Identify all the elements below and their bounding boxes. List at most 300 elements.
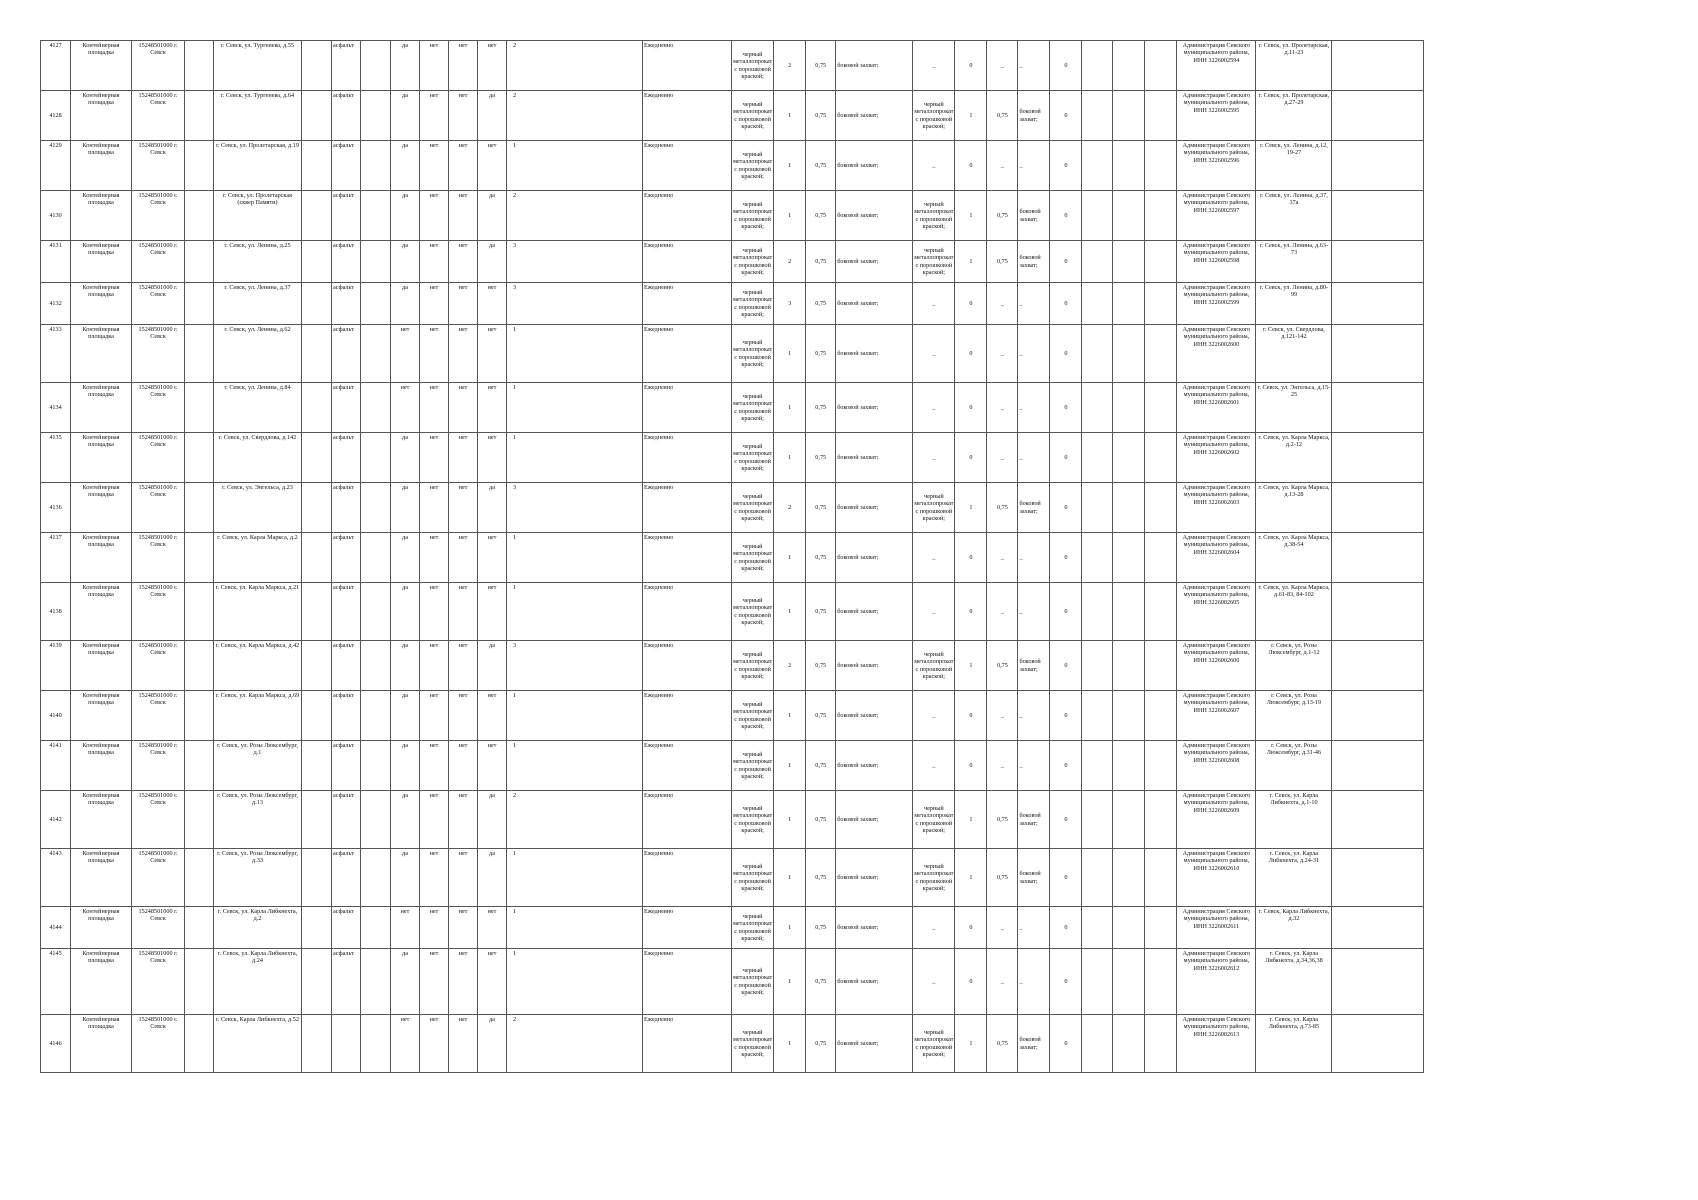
flag-2: нет: [420, 41, 449, 91]
empty-cell: [185, 691, 214, 741]
planned-container-material: _: [913, 325, 955, 383]
oktmo-code: 15248501000 г. Севск: [132, 241, 185, 283]
site-type: Контейнерная площадка: [71, 949, 132, 1015]
surface-cover: асфальт: [332, 949, 361, 1015]
empty-cell: [302, 741, 332, 791]
container-quantity: 1: [774, 791, 806, 849]
container-material: черный металлопрокат с порошковой краской;: [732, 41, 774, 91]
container-count: 1: [507, 433, 643, 483]
container-loading-type: боковой захват;: [836, 241, 913, 283]
surface-cover: асфальт: [332, 533, 361, 583]
planned-container-material: черный металлопрокат с порошковой краской;: [913, 91, 955, 141]
oktmo-code: 15248501000 г. Севск: [132, 283, 185, 325]
site-type: Контейнерная площадка: [71, 791, 132, 849]
empty-cell: [1113, 383, 1145, 433]
registry-table: [40, 40, 1424, 1073]
surface-cover: асфальт: [332, 791, 361, 849]
empty-cell: [1082, 41, 1113, 91]
collection-schedule: Ежедневно: [643, 691, 732, 741]
table-row: [41, 907, 1424, 949]
empty-cell: [1145, 691, 1177, 741]
empty-cell: [185, 791, 214, 849]
empty-cell: [185, 283, 214, 325]
planned-container-volume: _: [987, 691, 1018, 741]
flag-4: да: [478, 91, 507, 141]
collection-schedule: Ежедневно: [643, 41, 732, 91]
container-quantity: 1: [774, 907, 806, 949]
surface-cover: асфальт: [332, 141, 361, 191]
flag-1: да: [391, 283, 420, 325]
container-volume: 0,75: [806, 41, 836, 91]
container-quantity: 1: [774, 691, 806, 741]
empty-cell: [185, 741, 214, 791]
empty-cell: [1145, 91, 1177, 141]
planned-container-loading-type: боковой захват;: [1018, 641, 1050, 691]
empty-cell: [361, 691, 391, 741]
empty-cell: [302, 583, 332, 641]
empty-cell: [1113, 91, 1145, 141]
flag-2: нет: [420, 91, 449, 141]
planned-container-quantity: 1: [955, 849, 987, 907]
empty-cell: [1145, 641, 1177, 691]
empty-cell: [302, 641, 332, 691]
site-address: г. Севск, Карла Либкнехта, д.52: [214, 1015, 302, 1073]
flag-1: да: [391, 691, 420, 741]
registry-rows: [41, 41, 1424, 1073]
empty-cell: [185, 191, 214, 241]
site-type: Контейнерная площадка: [71, 533, 132, 583]
flag-2: нет: [420, 325, 449, 383]
flag-3: нет: [449, 907, 478, 949]
site-address: г. Севск, ул. Свердлова, д.142: [214, 433, 302, 483]
planned-container-material: _: [913, 433, 955, 483]
flag-1: да: [391, 949, 420, 1015]
empty-cell: [1145, 907, 1177, 949]
empty-cell: [1332, 141, 1424, 191]
waste-sources: г. Севск, ул. Карла Либкнехта, д.73-85: [1256, 1015, 1332, 1073]
table-row: [41, 691, 1424, 741]
container-quantity: 1: [774, 383, 806, 433]
empty-cell: [1113, 1015, 1145, 1073]
table-row: [41, 583, 1424, 641]
site-type: Контейнерная площадка: [71, 691, 132, 741]
bunker-count: 0: [1050, 641, 1082, 691]
container-quantity: 1: [774, 949, 806, 1015]
owner-info: Администрация Севского муниципального района, ИНН 3226002612: [1177, 949, 1256, 1015]
surface-cover: асфальт: [332, 583, 361, 641]
empty-cell: [1332, 949, 1424, 1015]
flag-3: нет: [449, 141, 478, 191]
planned-container-material: _: [913, 583, 955, 641]
waste-sources: г. Севск, ул. Карла Либкнехта, д.34,36,38: [1256, 949, 1332, 1015]
container-count: 3: [507, 483, 643, 533]
empty-cell: [1113, 583, 1145, 641]
planned-container-volume: 0,75: [987, 241, 1018, 283]
owner-info: Администрация Севского муниципального района, ИНН 3226002604: [1177, 533, 1256, 583]
site-type: Контейнерная площадка: [71, 283, 132, 325]
empty-cell: [302, 533, 332, 583]
surface-cover: асфальт: [332, 191, 361, 241]
collection-schedule: Ежедневно: [643, 741, 732, 791]
empty-cell: [361, 483, 391, 533]
container-volume: 0,75: [806, 191, 836, 241]
empty-cell: [1145, 325, 1177, 383]
flag-4: нет: [478, 141, 507, 191]
site-type: Контейнерная площадка: [71, 741, 132, 791]
empty-cell: [1082, 1015, 1113, 1073]
planned-container-quantity: 0: [955, 283, 987, 325]
bunker-count: 0: [1050, 949, 1082, 1015]
empty-cell: [1145, 1015, 1177, 1073]
empty-cell: [1332, 383, 1424, 433]
bunker-count: 0: [1050, 791, 1082, 849]
record-number: 4140: [41, 691, 71, 741]
planned-container-material: черный металлопрокат с порошковой краской;: [913, 483, 955, 533]
container-loading-type: боковой захват;: [836, 41, 913, 91]
flag-4: да: [478, 191, 507, 241]
empty-cell: [1332, 241, 1424, 283]
planned-container-quantity: 1: [955, 483, 987, 533]
table-row: [41, 483, 1424, 533]
container-loading-type: боковой захват;: [836, 691, 913, 741]
flag-4: нет: [478, 949, 507, 1015]
container-loading-type: боковой захват;: [836, 533, 913, 583]
empty-cell: [1145, 141, 1177, 191]
flag-2: нет: [420, 949, 449, 1015]
planned-container-quantity: 1: [955, 191, 987, 241]
planned-container-loading-type: _: [1018, 41, 1050, 91]
site-address: г. Севск, ул. Энгельса, д.23: [214, 483, 302, 533]
container-loading-type: боковой захват;: [836, 791, 913, 849]
container-material: черный металлопрокат с порошковой краской;: [732, 283, 774, 325]
owner-info: Администрация Севского муниципального района, ИНН 3226002596: [1177, 141, 1256, 191]
planned-container-material: _: [913, 949, 955, 1015]
planned-container-loading-type: _: [1018, 949, 1050, 1015]
planned-container-loading-type: _: [1018, 533, 1050, 583]
oktmo-code: 15248501000 г. Севск: [132, 433, 185, 483]
flag-1: да: [391, 741, 420, 791]
planned-container-volume: 0,75: [987, 91, 1018, 141]
planned-container-loading-type: _: [1018, 325, 1050, 383]
table-row: [41, 849, 1424, 907]
planned-container-material: _: [913, 691, 955, 741]
empty-cell: [185, 533, 214, 583]
flag-3: нет: [449, 533, 478, 583]
flag-4: да: [478, 1015, 507, 1073]
planned-container-quantity: 0: [955, 907, 987, 949]
planned-container-material: черный металлопрокат с порошковой краской;: [913, 1015, 955, 1073]
planned-container-material: _: [913, 383, 955, 433]
flag-1: да: [391, 533, 420, 583]
flag-2: нет: [420, 791, 449, 849]
container-material: черный металлопрокат с порошковой краской;: [732, 141, 774, 191]
container-volume: 0,75: [806, 583, 836, 641]
container-volume: 0,75: [806, 241, 836, 283]
container-volume: 0,75: [806, 533, 836, 583]
empty-cell: [1113, 283, 1145, 325]
empty-cell: [302, 849, 332, 907]
planned-container-loading-type: _: [1018, 691, 1050, 741]
empty-cell: [1082, 691, 1113, 741]
table-row: [41, 433, 1424, 483]
flag-4: да: [478, 849, 507, 907]
container-loading-type: боковой захват;: [836, 383, 913, 433]
owner-info: Администрация Севского муниципального района, ИНН 3226002613: [1177, 1015, 1256, 1073]
surface-cover: асфальт: [332, 241, 361, 283]
record-number: 4143: [41, 849, 71, 907]
empty-cell: [1332, 283, 1424, 325]
planned-container-volume: _: [987, 907, 1018, 949]
container-material: черный металлопрокат с порошковой краской;: [732, 325, 774, 383]
flag-4: да: [478, 641, 507, 691]
flag-1: нет: [391, 907, 420, 949]
waste-sources: г. Севск, ул. Карла Маркса, д.61-83, 84-102: [1256, 583, 1332, 641]
container-volume: 0,75: [806, 325, 836, 383]
planned-container-material: черный металлопрокат с порошковой краской;: [913, 191, 955, 241]
surface-cover: [332, 1015, 361, 1073]
empty-cell: [1113, 533, 1145, 583]
container-material: черный металлопрокат с порошковой краской;: [732, 641, 774, 691]
container-material: черный металлопрокат с порошковой краской;: [732, 741, 774, 791]
planned-container-material: черный металлопрокат с порошковой краской;: [913, 791, 955, 849]
container-volume: 0,75: [806, 91, 836, 141]
collection-schedule: Ежедневно: [643, 433, 732, 483]
flag-1: да: [391, 641, 420, 691]
bunker-count: 0: [1050, 91, 1082, 141]
site-address: г. Севск, ул. Карла Маркса, д.2: [214, 533, 302, 583]
container-loading-type: боковой захват;: [836, 1015, 913, 1073]
empty-cell: [1332, 1015, 1424, 1073]
empty-cell: [361, 325, 391, 383]
site-type: Контейнерная площадка: [71, 849, 132, 907]
waste-sources: г. Севск, ул. Розы Люксембург, д.1-12: [1256, 641, 1332, 691]
record-number: 4134: [41, 383, 71, 433]
site-address: г. Севск, ул. Карла Маркса, д.69: [214, 691, 302, 741]
site-address: г. Севск, ул. Ленина, д.84: [214, 383, 302, 433]
record-number: 4135: [41, 433, 71, 483]
container-loading-type: боковой захват;: [836, 583, 913, 641]
container-volume: 0,75: [806, 849, 836, 907]
empty-cell: [1332, 849, 1424, 907]
empty-cell: [1332, 691, 1424, 741]
flag-2: нет: [420, 241, 449, 283]
flag-1: да: [391, 583, 420, 641]
surface-cover: асфальт: [332, 383, 361, 433]
owner-info: Администрация Севского муниципального района, ИНН 3226002597: [1177, 191, 1256, 241]
oktmo-code: 15248501000 г. Севск: [132, 949, 185, 1015]
planned-container-quantity: 0: [955, 741, 987, 791]
planned-container-volume: 0,75: [987, 191, 1018, 241]
container-material: черный металлопрокат с порошковой краской;: [732, 1015, 774, 1073]
oktmo-code: 15248501000 г. Севск: [132, 141, 185, 191]
planned-container-loading-type: _: [1018, 383, 1050, 433]
waste-sources: г. Севск, ул. Ленина, д.80-99: [1256, 283, 1332, 325]
empty-cell: [1332, 325, 1424, 383]
empty-cell: [1082, 283, 1113, 325]
record-number: 4127: [41, 41, 71, 91]
site-address: г. Севск, ул. Карла Маркса, д.42: [214, 641, 302, 691]
flag-4: нет: [478, 583, 507, 641]
record-number: 4137: [41, 533, 71, 583]
container-material: черный металлопрокат с порошковой краской;: [732, 791, 774, 849]
empty-cell: [361, 907, 391, 949]
flag-1: да: [391, 91, 420, 141]
planned-container-material: _: [913, 741, 955, 791]
flag-2: нет: [420, 191, 449, 241]
collection-schedule: Ежедневно: [643, 191, 732, 241]
container-loading-type: боковой захват;: [836, 907, 913, 949]
empty-cell: [361, 41, 391, 91]
empty-cell: [1332, 533, 1424, 583]
collection-schedule: Ежедневно: [643, 907, 732, 949]
container-quantity: 3: [774, 283, 806, 325]
bunker-count: 0: [1050, 383, 1082, 433]
planned-container-volume: 0,75: [987, 1015, 1018, 1073]
site-address: г. Севск, ул. Ленина, д.25: [214, 241, 302, 283]
flag-2: нет: [420, 483, 449, 533]
site-address: г. Севск, ул. Тургенева, д.55: [214, 41, 302, 91]
collection-schedule: Ежедневно: [643, 791, 732, 849]
oktmo-code: 15248501000 г. Севск: [132, 41, 185, 91]
planned-container-quantity: 1: [955, 1015, 987, 1073]
record-number: 4138: [41, 583, 71, 641]
empty-cell: [361, 949, 391, 1015]
bunker-count: 0: [1050, 141, 1082, 191]
planned-container-loading-type: боковой захват;: [1018, 191, 1050, 241]
oktmo-code: 15248501000 г. Севск: [132, 849, 185, 907]
container-volume: 0,75: [806, 907, 836, 949]
empty-cell: [1332, 41, 1424, 91]
planned-container-material: _: [913, 907, 955, 949]
waste-sources: г. Севск, ул. Карла Либкнехта, д.1-10: [1256, 791, 1332, 849]
flag-1: нет: [391, 1015, 420, 1073]
empty-cell: [1082, 141, 1113, 191]
table-row: [41, 41, 1424, 91]
planned-container-volume: 0,75: [987, 791, 1018, 849]
container-volume: 0,75: [806, 483, 836, 533]
empty-cell: [1082, 533, 1113, 583]
flag-1: да: [391, 433, 420, 483]
waste-sources: г. Севск, ул. Карла Маркса, д.38-54: [1256, 533, 1332, 583]
record-number: 4144: [41, 907, 71, 949]
empty-cell: [361, 433, 391, 483]
planned-container-loading-type: _: [1018, 907, 1050, 949]
flag-4: нет: [478, 533, 507, 583]
waste-sources: г. Севск, ул. Пролетарская, д.27-29: [1256, 91, 1332, 141]
waste-sources: г. Севск, ул. Розы Люксембург, д.13-19: [1256, 691, 1332, 741]
flag-4: нет: [478, 325, 507, 383]
empty-cell: [302, 325, 332, 383]
bunker-count: 0: [1050, 325, 1082, 383]
planned-container-volume: 0,75: [987, 483, 1018, 533]
surface-cover: асфальт: [332, 849, 361, 907]
bunker-count: 0: [1050, 1015, 1082, 1073]
empty-cell: [302, 433, 332, 483]
empty-cell: [185, 949, 214, 1015]
empty-cell: [1145, 533, 1177, 583]
planned-container-quantity: 1: [955, 91, 987, 141]
container-count: 1: [507, 583, 643, 641]
empty-cell: [361, 641, 391, 691]
planned-container-quantity: 0: [955, 433, 987, 483]
flag-1: нет: [391, 383, 420, 433]
site-type: Контейнерная площадка: [71, 383, 132, 433]
empty-cell: [302, 483, 332, 533]
flag-4: да: [478, 483, 507, 533]
container-loading-type: боковой захват;: [836, 849, 913, 907]
record-number: 4142: [41, 791, 71, 849]
planned-container-quantity: 0: [955, 691, 987, 741]
table-row: [41, 741, 1424, 791]
planned-container-volume: _: [987, 533, 1018, 583]
container-loading-type: боковой захват;: [836, 433, 913, 483]
oktmo-code: 15248501000 г. Севск: [132, 91, 185, 141]
flag-2: нет: [420, 383, 449, 433]
container-loading-type: боковой захват;: [836, 949, 913, 1015]
planned-container-material: черный металлопрокат с порошковой краской;: [913, 849, 955, 907]
collection-schedule: Ежедневно: [643, 641, 732, 691]
oktmo-code: 15248501000 г. Севск: [132, 907, 185, 949]
planned-container-loading-type: _: [1018, 433, 1050, 483]
surface-cover: асфальт: [332, 641, 361, 691]
planned-container-volume: _: [987, 283, 1018, 325]
container-count: 1: [507, 849, 643, 907]
owner-info: Администрация Севского муниципального района, ИНН 3226002610: [1177, 849, 1256, 907]
empty-cell: [1145, 241, 1177, 283]
empty-cell: [1113, 641, 1145, 691]
empty-cell: [1332, 741, 1424, 791]
container-volume: 0,75: [806, 1015, 836, 1073]
planned-container-loading-type: боковой захват;: [1018, 849, 1050, 907]
empty-cell: [1113, 849, 1145, 907]
flag-3: нет: [449, 283, 478, 325]
empty-cell: [302, 1015, 332, 1073]
empty-cell: [185, 433, 214, 483]
container-quantity: 1: [774, 583, 806, 641]
container-material: черный металлопрокат с порошковой краской;: [732, 383, 774, 433]
site-address: г. Севск, ул. Розы Люксембург, д.33: [214, 849, 302, 907]
bunker-count: 0: [1050, 41, 1082, 91]
table-row: [41, 283, 1424, 325]
surface-cover: асфальт: [332, 433, 361, 483]
oktmo-code: 15248501000 г. Севск: [132, 1015, 185, 1073]
collection-schedule: Ежедневно: [643, 949, 732, 1015]
empty-cell: [1332, 433, 1424, 483]
empty-cell: [302, 91, 332, 141]
site-type: Контейнерная площадка: [71, 241, 132, 283]
waste-sources: г. Севск, ул. Розы Люксембург, д.31-46: [1256, 741, 1332, 791]
flag-4: нет: [478, 691, 507, 741]
record-number: 4145: [41, 949, 71, 1015]
waste-sources: г. Севск, ул. Карла Либкнехта, д.24-31: [1256, 849, 1332, 907]
flag-3: нет: [449, 791, 478, 849]
owner-info: Администрация Севского муниципального района, ИНН 3226002609: [1177, 791, 1256, 849]
planned-container-material: черный металлопрокат с порошковой краской;: [913, 241, 955, 283]
empty-cell: [1082, 433, 1113, 483]
empty-cell: [1332, 583, 1424, 641]
empty-cell: [1113, 241, 1145, 283]
planned-container-loading-type: боковой захват;: [1018, 241, 1050, 283]
table-row: [41, 91, 1424, 141]
container-count: 2: [507, 791, 643, 849]
flag-3: нет: [449, 1015, 478, 1073]
flag-2: нет: [420, 691, 449, 741]
container-material: черный металлопрокат с порошковой краской;: [732, 907, 774, 949]
container-count: 1: [507, 383, 643, 433]
empty-cell: [361, 383, 391, 433]
site-type: Контейнерная площадка: [71, 433, 132, 483]
flag-1: да: [391, 141, 420, 191]
